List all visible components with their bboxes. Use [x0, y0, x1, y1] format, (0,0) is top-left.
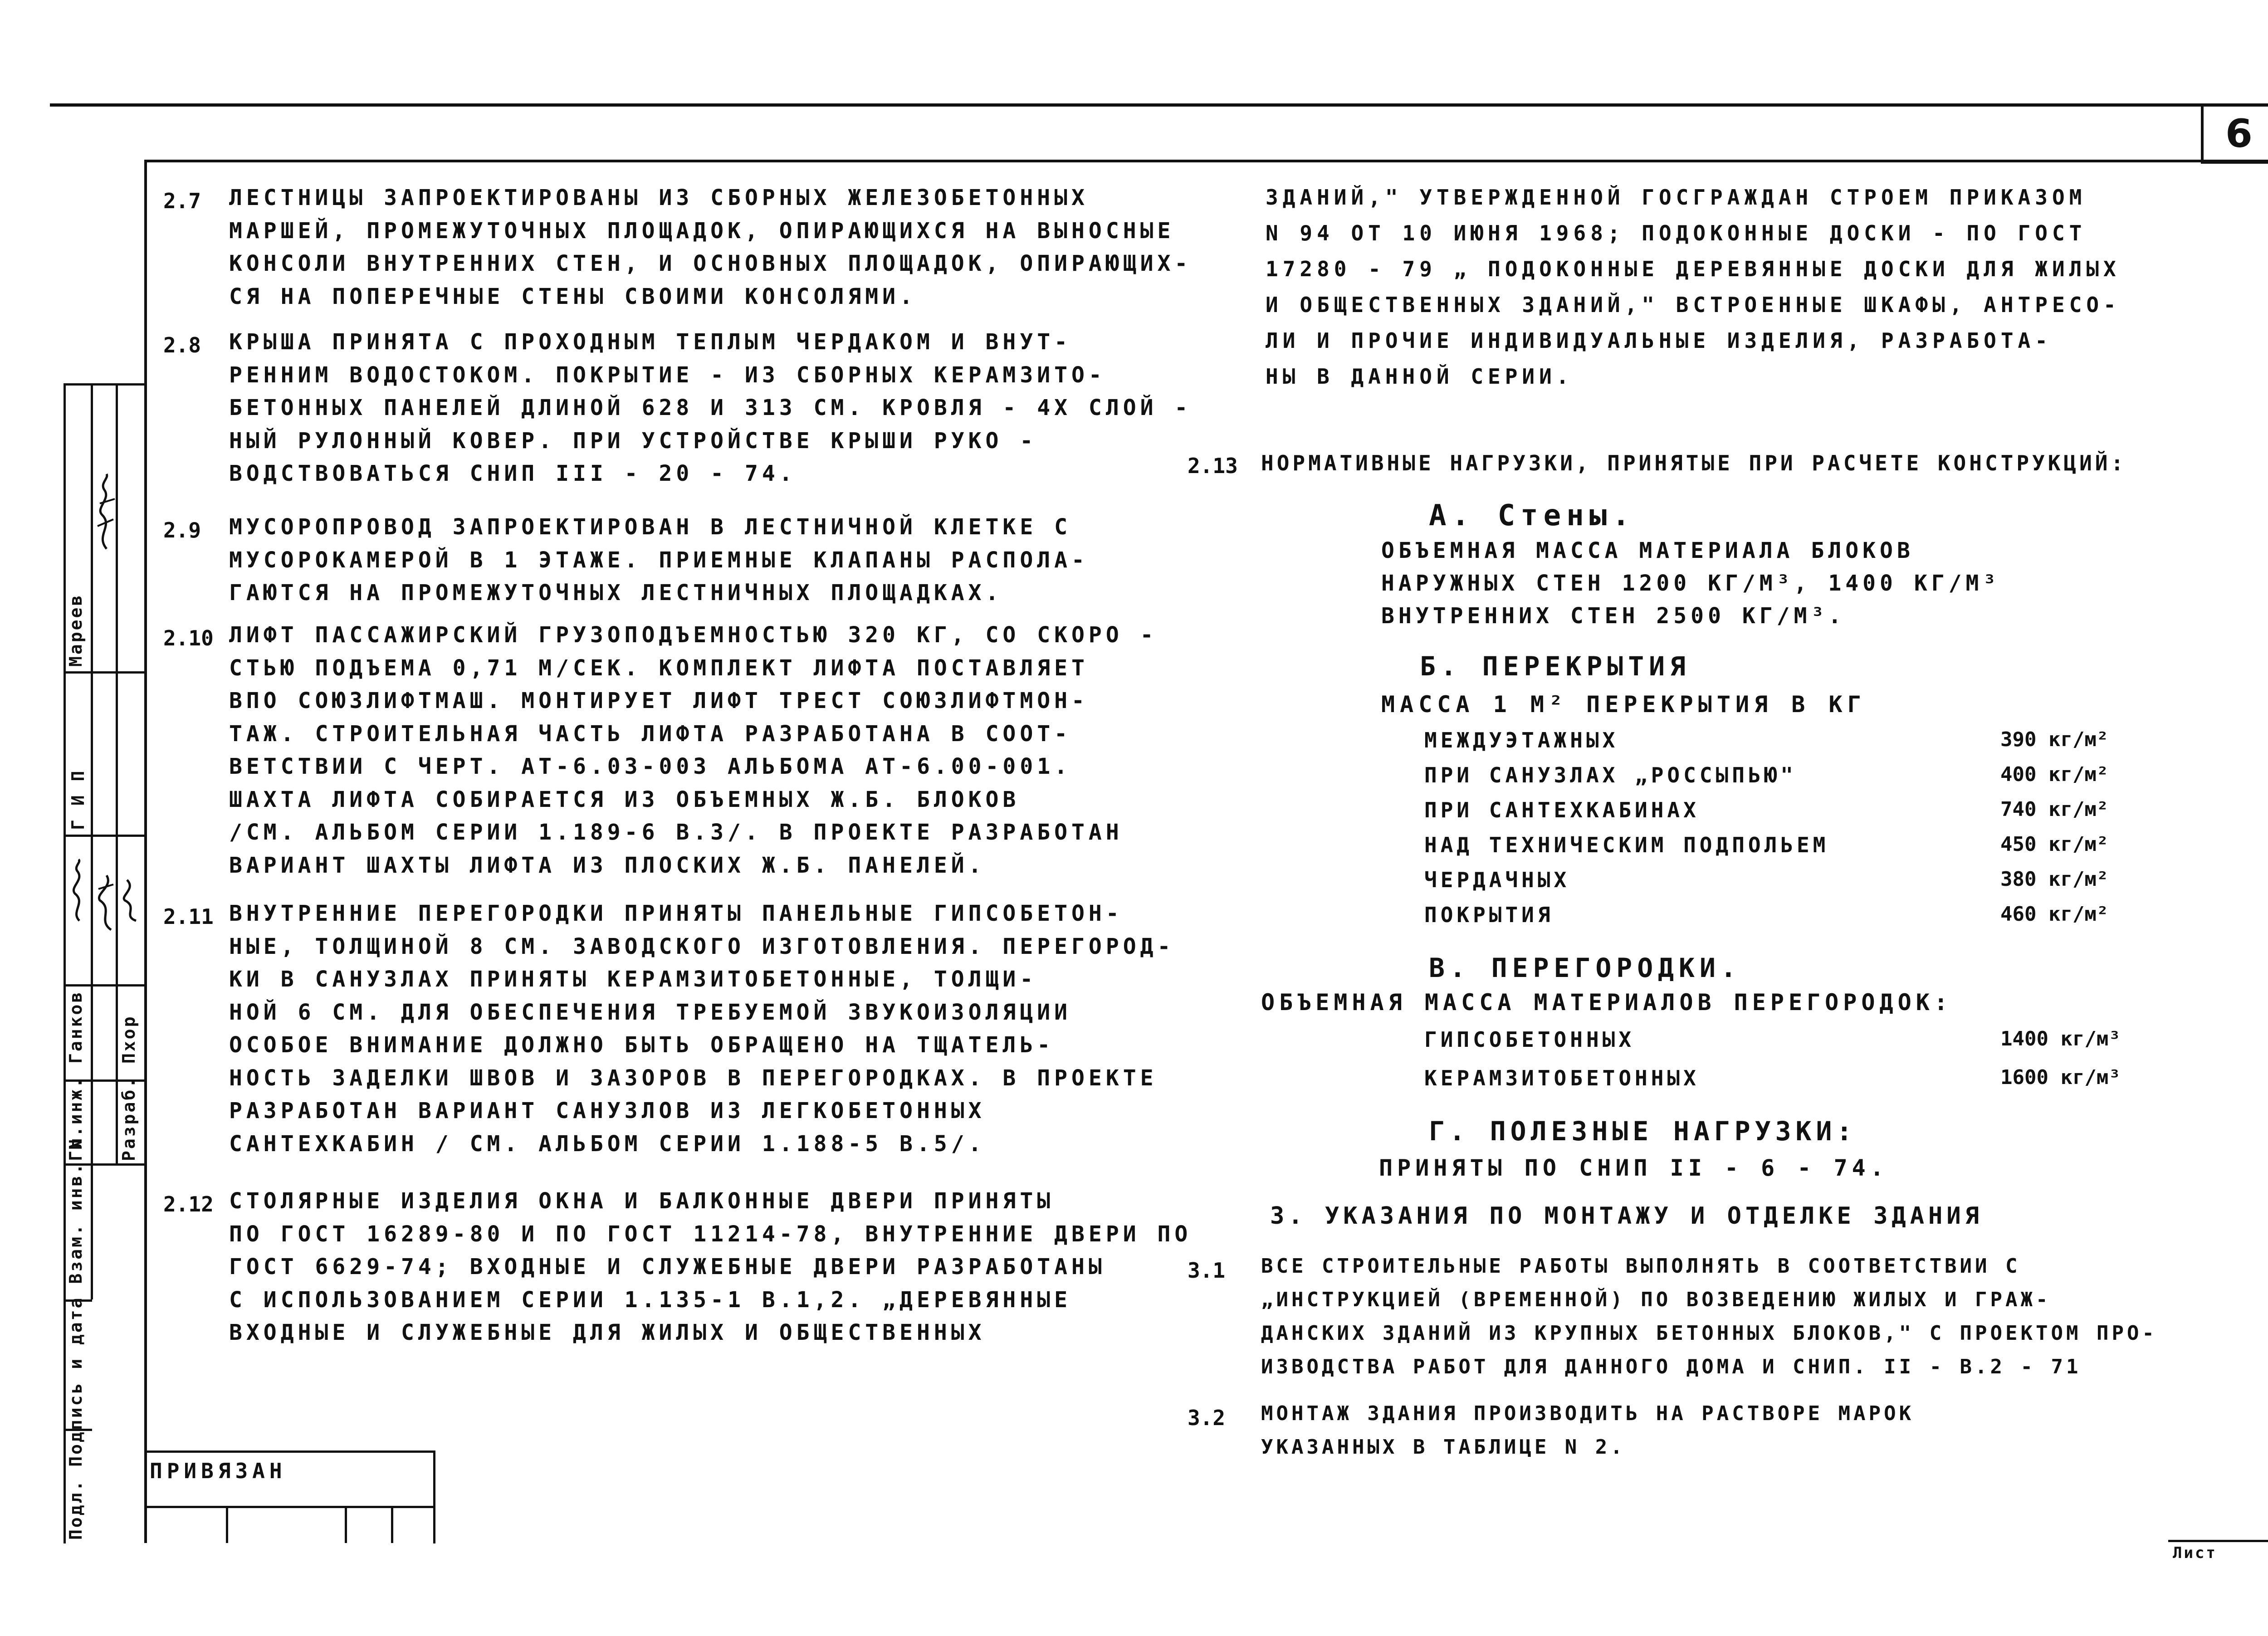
floor-load-label: МЕЖДУЭТАЖНЫХ	[1424, 728, 1619, 752]
paragraph-line: ГОСТ 6629-74; ВХОДНЫЕ И СЛУЖЕБНЫЕ ДВЕРИ РАЗРАБОТАНЫ	[229, 1254, 1106, 1279]
floor-load-value: 460 кг/м²	[2000, 903, 2109, 926]
paragraph-line: „ИНСТРУКЦИЕЙ (ВРЕМЕННОЙ) ПО ВОЗВЕДЕНИЮ ЖИЛЫХ И ГРАЖ-	[1261, 1288, 2051, 1311]
floor-load-value: 740 кг/м²	[2000, 798, 2109, 821]
item-number: 2.12	[163, 1192, 214, 1216]
item-number: 2.7	[163, 189, 201, 213]
item-number: 2.10	[163, 626, 214, 650]
floor-load-label: ПОКРЫТИЯ	[1424, 903, 1554, 927]
partition-load-label: ГИПСОБЕТОННЫХ	[1424, 1027, 1635, 1052]
useful-loads-line: ПРИНЯТЫ ПО СНИП II - 6 - 74.	[1379, 1155, 1888, 1181]
floors-title: Б. ПЕРЕКРЫТИЯ	[1420, 651, 1691, 682]
floor-load-value: 390 кг/м²	[2000, 728, 2109, 751]
paragraph-line: МУСОРОПРОВОД ЗАПРОЕКТИРОВАН В ЛЕСТНИЧНОЙ КЛЕТКЕ С	[229, 514, 1072, 540]
paragraph-line: НОЙ 6 СМ. ДЛЯ ОБЕСПЕЧЕНИЯ ТРЕБУЕМОЙ ЗВУКОИЗОЛЯЦИИ	[229, 999, 1072, 1025]
floors-subtitle: МАССА 1 М² ПЕРЕКРЫТИЯ В КГ	[1381, 691, 1866, 718]
walls-line: НАРУЖНЫХ СТЕН 1200 КГ/М³, 1400 КГ/М³	[1381, 571, 2000, 596]
paragraph-line: С ИСПОЛЬЗОВАНИЕМ СЕРИИ 1.135-1 В.1,2. „ДЕРЕВЯННЫЕ	[229, 1287, 1072, 1313]
stamp-top-line	[144, 1450, 435, 1453]
paragraph-line: ГАЮТСЯ НА ПРОМЕЖУТОЧНЫХ ЛЕСТНИЧНЫХ ПЛОЩАДКАХ.	[229, 580, 1003, 606]
paragraph-line: НЫ В ДАННОЙ СЕРИИ.	[1266, 364, 1574, 389]
floor-load-value: 400 кг/м²	[2000, 763, 2109, 786]
item-number: 3.1	[1188, 1258, 1226, 1283]
partition-load-value: 1400 кг/м³	[2000, 1027, 2121, 1050]
item-number: 2.8	[163, 333, 201, 357]
floor-load-label: ПРИ САНУЗЛАХ „РОССЫПЬЮ"	[1424, 763, 1797, 787]
paragraph-line: КИ В САНУЗЛАХ ПРИНЯТЫ КЕРАМЗИТОБЕТОННЫЕ, ТОЛЩИ-	[229, 967, 1037, 992]
paragraph-line: ВОДСТВОВАТЬСЯ СНИП III - 20 - 74.	[229, 461, 797, 486]
walls-line: ОБЪЕМНАЯ МАССА МАТЕРИАЛА БЛОКОВ	[1381, 538, 1914, 563]
signature-4	[116, 875, 143, 925]
paragraph-line: ЛИФТ ПАССАЖИРСКИЙ ГРУЗОПОДЪЕМНОСТЬЮ 320 КГ, СО СКОРО -	[229, 622, 1158, 648]
partition-load-label: КЕРАМЗИТОБЕТОННЫХ	[1424, 1066, 1700, 1090]
side-div-1	[64, 671, 145, 674]
side-label-gip: Г И П	[68, 769, 88, 830]
side-label-persons: Гл.инж. Ганков	[66, 990, 86, 1161]
side-label-mareev: Мареев	[66, 593, 86, 667]
paragraph-line: НОСТЬ ЗАДЕЛКИ ШВОВ И ЗАЗОРОВ В ПЕРЕГОРОДКАХ. В ПРОЕКТЕ	[229, 1065, 1158, 1091]
side-div-3	[64, 984, 145, 986]
paragraph-line: МОНТАЖ ЗДАНИЯ ПРОИЗВОДИТЬ НА РАСТВОРЕ МАРОК	[1261, 1402, 1915, 1425]
walls-line: ВНУТРЕННИХ СТЕН 2500 КГ/М³.	[1381, 603, 1846, 629]
paragraph-line: ВСЕ СТРОИТЕЛЬНЫЕ РАБОТЫ ВЫПОЛНЯТЬ В СООТВЕТСТВИИ С	[1261, 1255, 2021, 1278]
signature-3	[93, 871, 118, 934]
paragraph-line: КРЫША ПРИНЯТА С ПРОХОДНЫМ ТЕПЛЫМ ЧЕРДАКОМ И ВНУТ-	[229, 329, 1072, 355]
privyazan-label: ПРИВЯЗАН	[150, 1459, 287, 1483]
item-number: 3.2	[1188, 1406, 1226, 1430]
inner-top-border-line	[145, 160, 2268, 162]
side-label-main: Подл. Подпись и дата Взам. инв. N	[66, 1138, 86, 1540]
item-number: 2.9	[163, 518, 201, 542]
top-border-line	[50, 103, 2268, 107]
paragraph-line: ИЗВОДСТВА РАБОТ ДЛЯ ДАННОГО ДОМА И СНИП. II - В.2 - 71	[1261, 1355, 2082, 1378]
partitions-title: В. ПЕРЕГОРОДКИ.	[1429, 952, 1741, 983]
stamp-tick-2	[345, 1506, 347, 1543]
paragraph-line: СТЬЮ ПОДЪЕМА 0,71 М/СЕК. КОМПЛЕКТ ЛИФТА ПОСТАВЛЯЕТ	[229, 655, 1089, 681]
paragraph-line: САНТЕХКАБИН / СМ. АЛЬБОМ СЕРИИ 1.188-5 В.5/.	[229, 1131, 986, 1157]
paragraph-line: ЛЕСТНИЦЫ ЗАПРОЕКТИРОВАНЫ ИЗ СБОРНЫХ ЖЕЛЕЗОБЕТОННЫХ	[229, 185, 1089, 210]
partitions-subtitle: ОБЪЕМНАЯ МАССА МАТЕРИАЛОВ ПЕРЕГОРОДОК:	[1261, 989, 1952, 1016]
paragraph-line: ПО ГОСТ 16289-80 И ПО ГОСТ 11214-78, ВНУТРЕННИЕ ДВЕРИ ПО	[229, 1221, 1192, 1247]
paragraph-line: КОНСОЛИ ВНУТРЕННИХ СТЕН, И ОСНОВНЫХ ПЛОЩАДОК, ОПИРАЮЩИХ-	[229, 251, 1192, 276]
paragraph-line: ТАЖ. СТРОИТЕЛЬНАЯ ЧАСТЬ ЛИФТА РАЗРАБОТАНА В СООТ-	[229, 721, 1072, 747]
paragraph-line: ДАНСКИХ ЗДАНИЙ ИЗ КРУПНЫХ БЕТОННЫХ БЛОКОВ," С ПРОЕКТОМ ПРО-	[1261, 1322, 2157, 1345]
item-number: 2.11	[163, 904, 214, 929]
item-number-2-13: 2.13	[1188, 454, 1238, 478]
floor-load-label: ПРИ САНТЕХКАБИНАХ	[1424, 798, 1700, 822]
walls-title: А. Стены.	[1429, 499, 1635, 532]
paragraph-line: НЫЙ РУЛОННЫЙ КОВЕР. ПРИ УСТРОЙСТВЕ КРЫШИ РУКО -	[229, 428, 1037, 454]
paragraph-line: ВЕТСТВИИ С ЧЕРТ. АТ-6.03-003 АЛЬБОМА АТ-6.00-001.	[229, 754, 1072, 779]
floor-load-label: ЧЕРДАЧНЫХ	[1424, 868, 1570, 892]
signature-1	[93, 472, 118, 553]
paragraph-line: СЯ НА ПОПЕРЕЧНЫЕ СТЕНЫ СВОИМИ КОНСОЛЯМИ.	[229, 283, 917, 309]
partition-load-value: 1600 кг/м³	[2000, 1066, 2121, 1089]
stamp-tick-3	[391, 1506, 393, 1543]
paragraph-line: МУСОРОКАМЕРОЙ В 1 ЭТАЖЕ. ПРИЕМНЫЕ КЛАПАНЫ РАСПОЛА-	[229, 547, 1089, 573]
paragraph-line: ВХОДНЫЕ И СЛУЖЕБНЫЕ ДЛЯ ЖИЛЫХ И ОБЩЕСТВЕННЫХ	[229, 1320, 986, 1345]
paragraph-line: N 94 ОТ 10 ИЮНЯ 1968; ПОДОКОННЫЕ ДОСКИ - ПО ГОСТ	[1266, 221, 2087, 245]
floor-load-label: НАД ТЕХНИЧЕСКИМ ПОДПОЛЬЕМ	[1424, 833, 1829, 857]
paragraph-line: И ОБЩЕСТВЕННЫХ ЗДАНИЙ," ВСТРОЕННЫЕ ШКАФЫ, АНТРЕСО-	[1266, 293, 2121, 317]
signature-2	[66, 857, 91, 925]
paragraph-line: ШАХТА ЛИФТА СОБИРАЕТСЯ ИЗ ОБЪЕМНЫХ Ж.Б. БЛОКОВ	[229, 786, 1020, 812]
paragraph-line: СТОЛЯРНЫЕ ИЗДЕЛИЯ ОКНА И БАЛКОННЫЕ ДВЕРИ ПРИНЯТЫ	[229, 1188, 1055, 1214]
paragraph-line: МАРШЕЙ, ПРОМЕЖУТОЧНЫХ ПЛОЩАДОК, ОПИРАЮЩИХСЯ НА ВЫНОСНЫЕ	[229, 218, 1175, 244]
sheet-number: 6	[2225, 111, 2253, 156]
floor-load-value: 380 кг/м²	[2000, 868, 2109, 891]
paragraph-line: РЕННИМ ВОДОСТОКОМ. ПОКРЫТИЕ - ИЗ СБОРНЫХ КЕРАМЗИТО-	[229, 362, 1106, 388]
paragraph-line: РАЗРАБОТАН ВАРИАНТ САНУЗЛОВ ИЗ ЛЕГКОБЕТОННЫХ	[229, 1098, 986, 1123]
side-label-razrab: Разраб. Пхор	[119, 1015, 139, 1161]
inner-left-border-line	[144, 160, 147, 1543]
paragraph-line: ЛИ И ПРОЧИЕ ИНДИВИДУАЛЬНЫЕ ИЗДЕЛИЯ, РАЗРАБОТА-	[1266, 328, 2052, 353]
bottom-right-line	[2168, 1540, 2268, 1542]
sheet-number-box	[2201, 107, 2268, 164]
paragraph-line: ВПО СОЮЗЛИФТМАШ. МОНТИРУЕТ ЛИФТ ТРЕСТ СОЮЗЛИФТМОН-	[229, 688, 1089, 713]
floor-load-value: 450 кг/м²	[2000, 833, 2109, 856]
paragraph-line: УКАЗАННЫХ В ТАБЛИЦЕ N 2.	[1261, 1436, 1626, 1459]
paragraph-line: БЕТОННЫХ ПАНЕЛЕЙ ДЛИНОЙ 628 И 313 СМ. КРОВЛЯ - 4Х СЛОЙ -	[229, 395, 1192, 420]
paragraph-line: ВНУТРЕННИЕ ПЕРЕГОРОДКИ ПРИНЯТЫ ПАНЕЛЬНЫЕ ГИПСОБЕТОН-	[229, 901, 1123, 926]
useful-loads-title: Г. ПОЛЕЗНЫЕ НАГРУЗКИ:	[1429, 1116, 1857, 1147]
stamp-right-line	[433, 1450, 435, 1543]
paragraph-line: /СМ. АЛЬБОМ СЕРИИ 1.189-6 В.3/. В ПРОЕКТЕ РАЗРАБОТАН	[229, 820, 1123, 845]
paragraph-line: ЗДАНИЙ," УТВЕРЖДЕННОЙ ГОСГРАЖДАН СТРОЕМ ПРИКАЗОМ	[1266, 185, 2087, 210]
side-div-2	[64, 835, 145, 837]
paragraph-line: НЫЕ, ТОЛЩИНОЙ 8 СМ. ЗАВОДСКОГО ИЗГОТОВЛЕНИЯ. ПЕРЕГОРОД-	[229, 933, 1175, 959]
paragraph-line: ОСОБОЕ ВНИМАНИЕ ДОЛЖНО БЫТЬ ОБРАЩЕНО НА ТЩАТЕЛЬ-	[229, 1032, 1055, 1058]
paragraph-line: 17280 - 79 „ ПОДОКОННЫЕ ДЕРЕВЯННЫЕ ДОСКИ ДЛЯ ЖИЛЫХ	[1266, 257, 2121, 281]
sheet-label-bottom: Лист	[2173, 1544, 2217, 1562]
side-block-top	[64, 383, 145, 386]
stamp-tick-1	[226, 1506, 228, 1543]
section-3-heading: 3. УКАЗАНИЯ ПО МОНТАЖУ И ОТДЕЛКЕ ЗДАНИЯ	[1270, 1202, 1983, 1230]
paragraph-line: ВАРИАНТ ШАХТЫ ЛИФТА ИЗ ПЛОСКИХ Ж.Б. ПАНЕЛЕЙ.	[229, 852, 986, 878]
loads-heading: НОРМАТИВНЫЕ НАГРУЗКИ, ПРИНЯТЫЕ ПРИ РАСЧЕТЕ КОНСТРУКЦИЙ:	[1261, 451, 2127, 475]
